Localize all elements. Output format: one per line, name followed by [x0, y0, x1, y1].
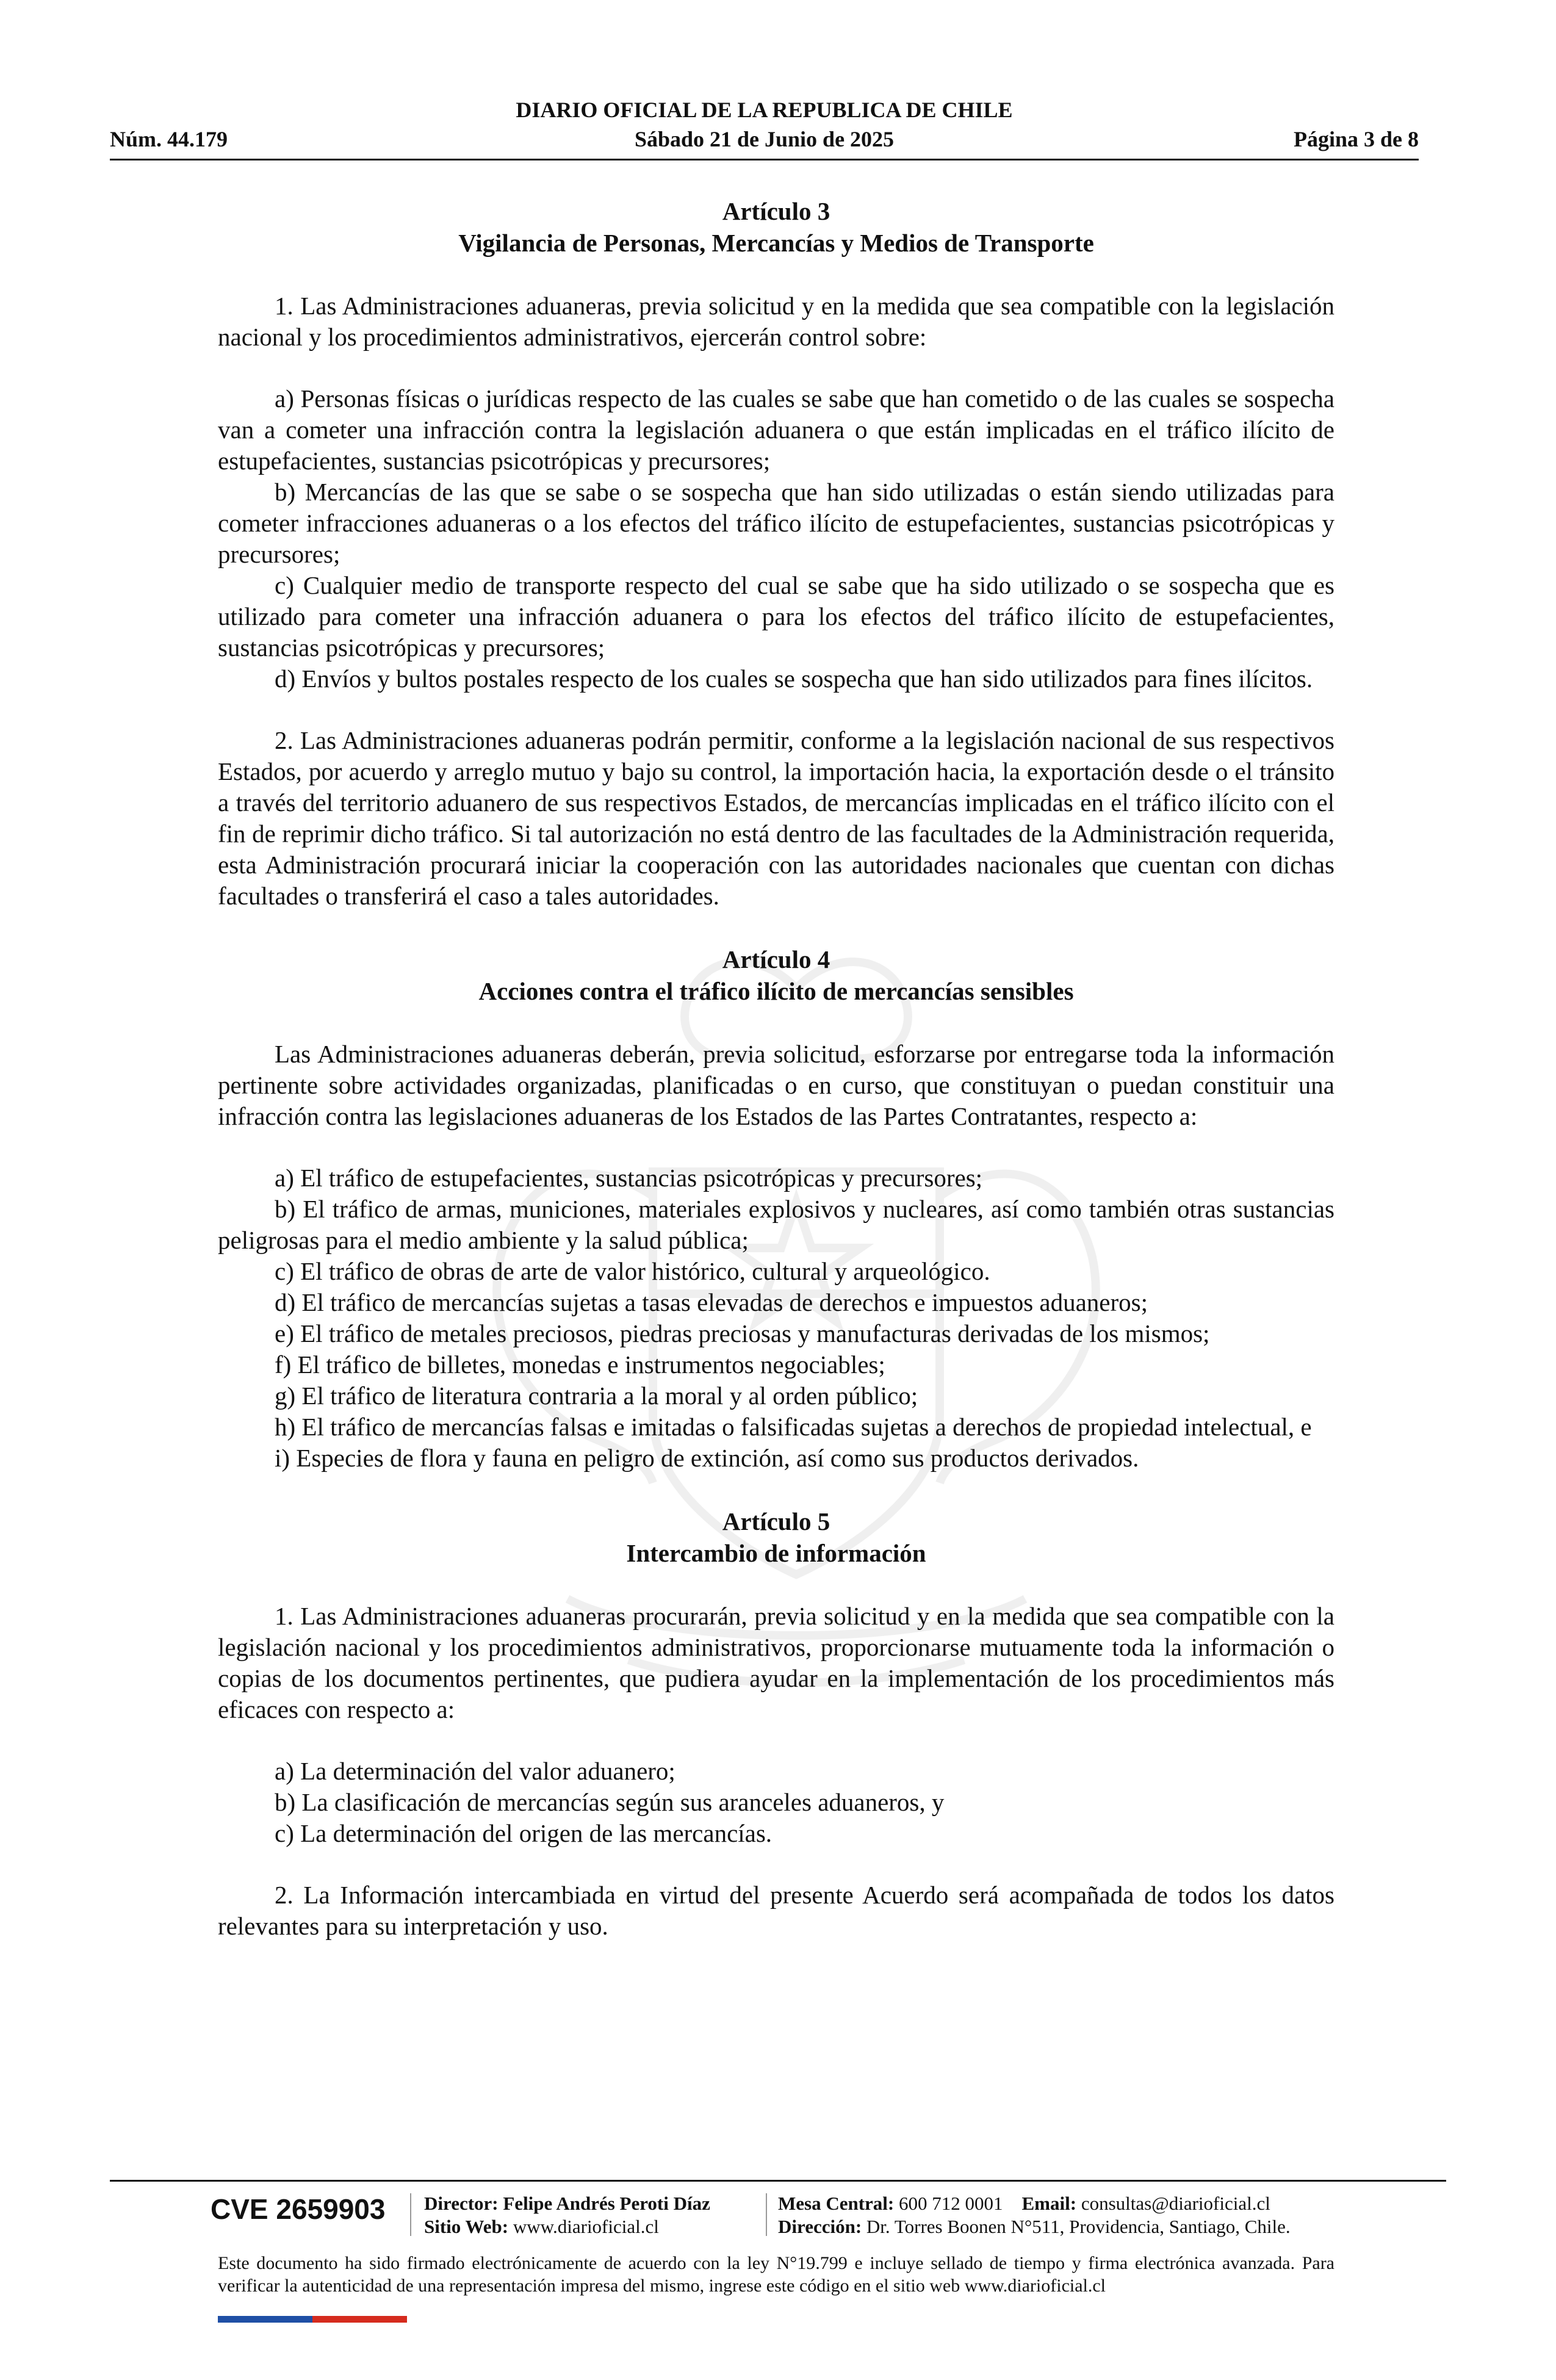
email-label: Email: — [1021, 2193, 1077, 2214]
list-item: f) El tráfico de billetes, monedas e instrumentos negociables; — [275, 1350, 885, 1379]
list-item: a) La determinación del valor aduanero; — [275, 1757, 675, 1785]
phone-label: Mesa Central: — [778, 2193, 895, 2214]
list-item: g) El tráfico de literatura contraria a la moral y al orden público; — [275, 1382, 918, 1410]
footer-separator — [766, 2193, 767, 2236]
page-header — [110, 92, 1419, 160]
flag-blue-stripe — [218, 2316, 312, 2323]
paragraph: Las Administraciones aduaneras deberán, previa solicitud, esforzarse por entregarse toda la información pertinente sobre actividades organizadas, planificadas o en curso, que constituyan o puedan constituir una infracción contra las legislaciones aduaneras de los Estados de las Partes Contratantes, respecto a: — [218, 1040, 1334, 1130]
article-title: Artículo 3 — [722, 197, 830, 225]
article-subtitle: Intercambio de información — [626, 1539, 926, 1567]
list-item: a) El tráfico de estupefacientes, sustancias psicotrópicas y precursores; — [275, 1164, 983, 1192]
site-link[interactable]: www.diarioficial.cl — [513, 2216, 659, 2237]
address-text: Dr. Torres Boonen N°511, Providencia, Santiago, Chile. — [866, 2216, 1291, 2237]
publication-title: DIARIO OFICIAL DE LA REPUBLICA DE CHILE — [516, 98, 1013, 122]
list-item: d) Envíos y bultos postales respecto de los cuales se sospecha que han sido utilizados para fines ilícitos. — [275, 665, 1313, 693]
list-item: i) Especies de flora y fauna en peligro de extinción, así como sus productos derivados. — [275, 1444, 1139, 1472]
list-item: c) Cualquier medio de transporte respecto del cual se sabe que ha sido utilizado o se sospecha que es utilizado para cometer una infracción aduanera o para los efectos del tráfico ilícito de estupefacientes, sustancias psicotrópicas y precursores; — [218, 571, 1334, 662]
flag-red-stripe — [312, 2316, 407, 2323]
footer-divider — [110, 2180, 1446, 2182]
paragraph: 2. Las Administraciones aduaneras podrán permitir, conforme a la legislación nacional de sus respectivos Estados, por acuerdo y arreglo mutuo y bajo su control, la importación hacia, la exportación desde o el tránsito a través del territorio aduanero de sus respectivos Estados, de mercancías implicadas en el tráfico ilícito con el fin de reprimir dicho tráfico. Si tal autorización no está dentro de las facultades de la Administración requerida, esta Administración procurará iniciar la cooperación con las autoridades nacionales que cuentan con dichas facultades o transferirá el caso a tales autoridades. — [218, 726, 1334, 910]
list-item: c) El tráfico de obras de arte de valor histórico, cultural y arqueológico. — [275, 1257, 990, 1285]
list-item: b) La clasificación de mercancías según sus aranceles aduaneros, y — [275, 1788, 945, 1816]
article-5-heading — [218, 1506, 1334, 1569]
phone-number: 600 712 0001 — [899, 2193, 1003, 2214]
cve-code: CVE 2659903 — [211, 2193, 386, 2225]
director-label: Director: — [424, 2193, 499, 2214]
email-link[interactable]: consultas@diarioficial.cl — [1081, 2193, 1270, 2214]
list-item: b) Mercancías de las que se sabe o se sospecha que han sido utilizadas o están siendo utilizadas para cometer infracciones aduaneras o a los efectos del tráfico ilícito de estupefacientes, sustancias psicotrópicas y precursores; — [218, 478, 1334, 568]
director-name: Felipe Andrés Peroti Díaz — [503, 2193, 710, 2214]
list-item: h) El tráfico de mercancías falsas e imitadas o falsificadas sujetas a derechos de propiedad intelectual, e — [275, 1413, 1312, 1441]
article-subtitle: Acciones contra el tráfico ilícito de mercancías sensibles — [478, 977, 1074, 1005]
list-item: a) Personas físicas o jurídicas respecto de las cuales se sabe que han cometido o de las cuales se sospecha van a cometer una infracción contra la legislación aduanera o que están implicadas en el tráfico ilícito de estupefacientes, sustancias psicotrópicas y precursores; — [218, 384, 1334, 475]
header-center — [110, 95, 1419, 154]
article-title: Artículo 5 — [722, 1507, 830, 1535]
address-label: Dirección: — [778, 2216, 862, 2237]
paragraph: 1. Las Administraciones aduaneras procurarán, previa solicitud y en la medida que sea compatible con la legislación nacional y los procedimientos administrativos, proporcionarse mutuamente toda la información o copias de los documentos pertinentes, que pudiera ayudar en la implementación de los procedimientos más eficaces con respecto a: — [218, 1602, 1334, 1723]
document-body — [218, 195, 1334, 1942]
signature-note: Este documento ha sido firmado electrónicamente de acuerdo con la ley N°19.799 e incluye sellado de tiempo y firma electrónica avanzada. Para verificar la autenticidad de una representación impresa del mismo, ingrese este código en el sitio web www.diarioficial.cl — [218, 2253, 1334, 2296]
list-item: e) El tráfico de metales preciosos, piedras preciosas y manufacturas derivadas de los mismos; — [275, 1319, 1210, 1347]
article-4-heading — [218, 943, 1334, 1007]
chile-flag-stripe — [218, 2316, 407, 2323]
issue-number: Núm. 44.179 — [110, 127, 228, 151]
site-label: Sitio Web: — [424, 2216, 509, 2237]
list-item: b) El tráfico de armas, municiones, materiales explosivos y nucleares, así como también otras sustancias peligrosas para el medio ambiente y la salud pública; — [218, 1195, 1334, 1254]
page-number: Página 3 de 8 — [1293, 127, 1419, 151]
footer-director-block — [424, 2192, 710, 2238]
paragraph: 1. Las Administraciones aduaneras, previa solicitud y en la medida que sea compatible con la legislación nacional y los procedimientos administrativos, ejercerán control sobre: — [218, 292, 1334, 351]
list-item: c) La determinación del origen de las mercancías. — [275, 1819, 773, 1847]
article-subtitle: Vigilancia de Personas, Mercancías y Medios de Transporte — [458, 229, 1094, 257]
article-3-heading — [218, 195, 1334, 259]
footer-separator — [410, 2193, 411, 2236]
footer-contact-block — [778, 2192, 1291, 2238]
paragraph: 2. La Información intercambiada en virtud del presente Acuerdo será acompañada de todos los datos relevantes para su interpretación y uso. — [218, 1881, 1334, 1940]
article-title: Artículo 4 — [722, 945, 830, 973]
list-item: d) El tráfico de mercancías sujetas a tasas elevadas de derechos e impuestos aduaneros; — [275, 1288, 1148, 1316]
publication-date: Sábado 21 de Junio de 2025 — [634, 127, 895, 151]
